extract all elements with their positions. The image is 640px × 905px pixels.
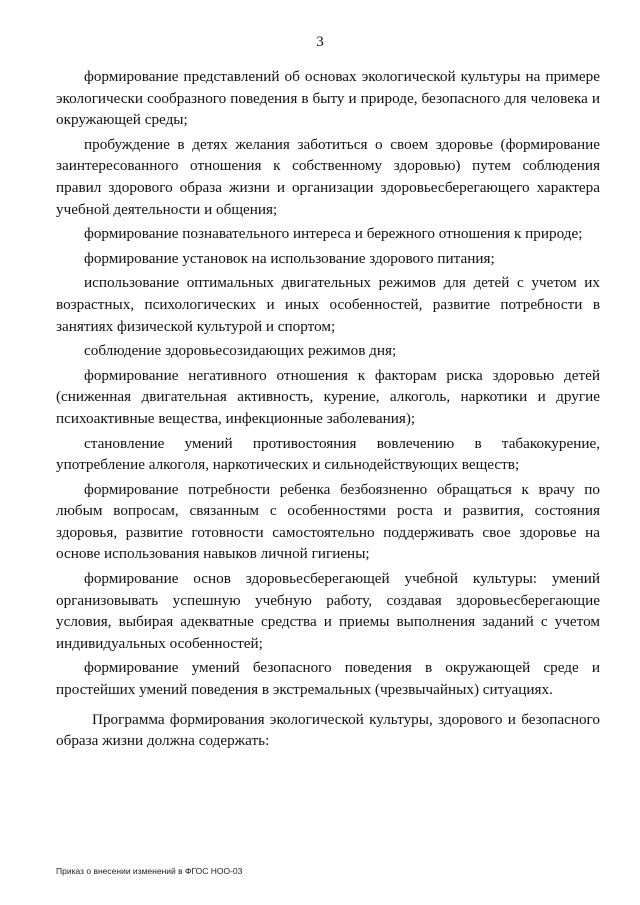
- paragraph: соблюдение здоровьесозидающих режимов дня;: [84, 342, 397, 360]
- page-footer: Приказ о внесении изменений в ФГОС НОО-03: [56, 866, 243, 876]
- closing-paragraph: Программа формирования экологической культуры, здорового и безопасного образа жизни должна содержать:: [56, 710, 600, 750]
- paragraph: использование оптимальных двигательных режимов для детей с учетом их возрастных, психологических и иных особенностей, развитие потребности в занятиях физической культурой и спортом;: [56, 274, 600, 335]
- paragraph: формирование познавательного интереса и бережного отношения к природе;: [84, 225, 583, 243]
- paragraph: формирование установок на использование здорового питания;: [84, 249, 495, 267]
- page-number: 3: [316, 34, 324, 50]
- paragraph: формирование представлений об основах экологической культуры на примере экологически сообразного поведения в быту и природе, безопасного для человека и окружающей среды;: [56, 68, 600, 129]
- paragraph: формирование негативного отношения к факторам риска здоровью детей (сниженная двигательная активность, курение, алкоголь, наркотики и другие психоактивные вещества, инфекционные заболевания);: [56, 366, 600, 427]
- paragraph: формирование умений безопасного поведения в окружающей среде и простейших умений поведения в экстремальных (чрезвычайных) ситуациях.: [56, 659, 600, 699]
- document-body: [56, 66, 600, 755]
- paragraph: пробуждение в детях желания заботиться о своем здоровье (формирование заинтересованного отношения к собственному здоровью) путем соблюдения правил здорового образа жизни и организации здоровьесберегающего характера учебной деятельности и общения;: [56, 135, 600, 218]
- paragraph: формирование потребности ребенка безбоязненно обращаться к врачу по любым вопросам, связанным с особенностями роста и развития, состояния здоровья, развитие готовности самостоятельно поддерживать свое здоровье на основе использования навыков личной гигиены;: [56, 480, 600, 563]
- paragraph: формирование основ здоровьесберегающей учебной культуры: умений организовывать успешную учебную работу, создавая здоровьесберегающие условия, выбирая адекватные средства и приемы выполнения заданий с учетом индивидуальных особенностей;: [56, 570, 600, 652]
- paragraph: становление умений противостояния вовлечению в табакокурение, употребление алкоголя, наркотических и сильнодействующих веществ;: [56, 434, 600, 474]
